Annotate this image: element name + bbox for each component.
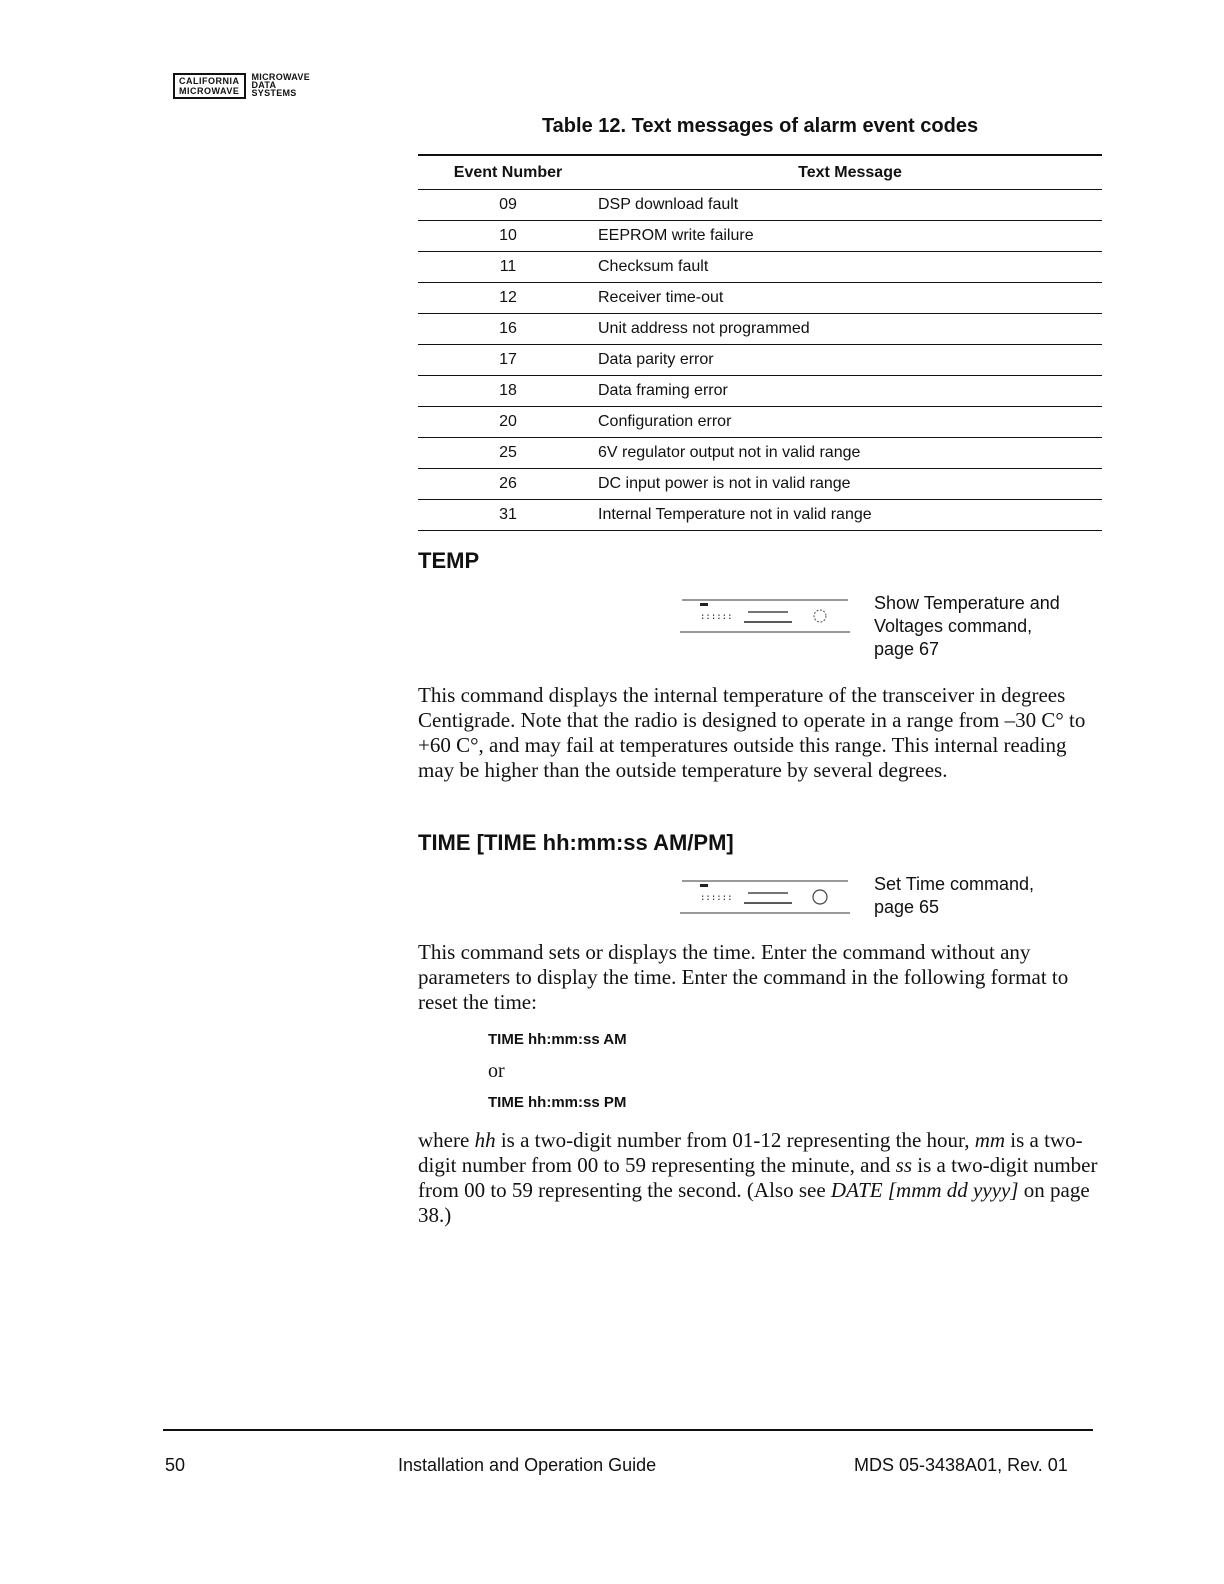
temp-cross-reference bbox=[680, 592, 1100, 661]
table-row bbox=[418, 314, 1102, 345]
company-logo bbox=[173, 73, 310, 99]
event-number: 10 bbox=[418, 221, 598, 252]
ss-term: ss bbox=[895, 1153, 913, 1177]
time-cross-reference bbox=[680, 873, 1100, 919]
alarm-codes-table bbox=[418, 154, 1102, 531]
event-number: 12 bbox=[418, 283, 598, 314]
mm-term: mm bbox=[974, 1128, 1006, 1152]
table-row bbox=[418, 252, 1102, 283]
event-number: 11 bbox=[418, 252, 598, 283]
event-message: Internal Temperature not in valid range bbox=[598, 500, 1102, 531]
event-message: DSP download fault bbox=[598, 190, 1102, 221]
event-number: 20 bbox=[418, 407, 598, 438]
table-row bbox=[418, 345, 1102, 376]
time-xref-line2: page 65 bbox=[874, 897, 940, 917]
temp-xref-line2: Voltages command, bbox=[874, 616, 1033, 636]
event-message: Receiver time-out bbox=[598, 283, 1102, 314]
logo-right-line1: MICROWAVE bbox=[251, 72, 311, 82]
svg-text:::::::: :::::: bbox=[700, 893, 733, 903]
time-heading: TIME [TIME hh:mm:ss AM/PM] bbox=[418, 830, 734, 855]
event-message: Data parity error bbox=[598, 345, 1102, 376]
temp-xref-line1: Show Temperature and bbox=[874, 593, 1060, 613]
column-header-event-number: Event Number bbox=[418, 155, 598, 190]
where-text-3: is a two-digit number from 00 to 59 representing the minute, and bbox=[418, 1128, 1083, 1177]
logo-wordmark bbox=[252, 73, 311, 97]
transceiver-panel-icon bbox=[680, 592, 850, 636]
logo-right-line3: SYSTEMS bbox=[251, 88, 297, 98]
table-row bbox=[418, 500, 1102, 531]
where-text-4: is a two-digit number from 00 to 59 representing the second. (Also see bbox=[418, 1153, 1098, 1202]
event-message: Configuration error bbox=[598, 407, 1102, 438]
table-row bbox=[418, 190, 1102, 221]
temp-heading: TEMP bbox=[418, 548, 480, 573]
hh-term: hh bbox=[474, 1128, 496, 1152]
table-row bbox=[418, 376, 1102, 407]
table-row bbox=[418, 438, 1102, 469]
event-number: 16 bbox=[418, 314, 598, 345]
date-command-reference: DATE [mmm dd yyyy] bbox=[830, 1178, 1019, 1202]
or-text: or bbox=[488, 1060, 505, 1082]
table-row bbox=[418, 221, 1102, 252]
where-text-1: where bbox=[418, 1128, 475, 1152]
event-message: EEPROM write failure bbox=[598, 221, 1102, 252]
logo-box-line2: MICROWAVE bbox=[179, 86, 240, 96]
temp-xref-line3: page 67 bbox=[874, 639, 940, 659]
footer-rule bbox=[163, 1429, 1093, 1431]
table-row bbox=[418, 469, 1102, 500]
page-number: 50 bbox=[165, 1455, 186, 1475]
table-row bbox=[418, 283, 1102, 314]
where-text-5: on page 38.) bbox=[418, 1178, 1090, 1227]
event-number: 31 bbox=[418, 500, 598, 531]
time-syntax-pm: TIME hh:mm:ss PM bbox=[488, 1094, 627, 1111]
footer-document-number: MDS 05-3438A01, Rev. 01 bbox=[854, 1455, 1068, 1475]
event-message: Unit address not programmed bbox=[598, 314, 1102, 345]
event-number: 09 bbox=[418, 190, 598, 221]
column-header-text-message: Text Message bbox=[598, 155, 1102, 190]
table-row bbox=[418, 407, 1102, 438]
event-number: 17 bbox=[418, 345, 598, 376]
time-where-paragraph bbox=[418, 1128, 1102, 1228]
where-text-2: is a two-digit number from 01-12 representing the hour, bbox=[495, 1128, 975, 1152]
temp-paragraph: This command displays the internal temperature of the transceiver in degrees Centigrade. Note that the radio is designed to operate in a range from –30 C° to +60 C°, and may fail at temperatures outside this range. This internal reading may be higher than the outside temperature by several degrees. bbox=[418, 683, 1086, 782]
event-message: Data framing error bbox=[598, 376, 1102, 407]
logo-box bbox=[173, 73, 246, 99]
event-number: 25 bbox=[418, 438, 598, 469]
time-xref-line1: Set Time command, bbox=[874, 874, 1035, 894]
event-message: DC input power is not in valid range bbox=[598, 469, 1102, 500]
logo-box-line1: CALIFORNIA bbox=[179, 76, 240, 86]
table-header-row bbox=[418, 155, 1102, 190]
svg-text:::::::: :::::: bbox=[700, 612, 733, 622]
footer-guide-title: Installation and Operation Guide bbox=[398, 1455, 657, 1475]
logo-right-line2: DATA bbox=[251, 80, 277, 90]
event-message: 6V regulator output not in valid range bbox=[598, 438, 1102, 469]
event-message: Checksum fault bbox=[598, 252, 1102, 283]
event-number: 18 bbox=[418, 376, 598, 407]
table-title: Table 12. Text messages of alarm event codes bbox=[541, 115, 979, 137]
event-number: 26 bbox=[418, 469, 598, 500]
time-syntax-am: TIME hh:mm:ss AM bbox=[488, 1031, 627, 1048]
time-paragraph: This command sets or displays the time. Enter the command without any parameters to display the time. Enter the command in the following format to reset the time: bbox=[418, 940, 1069, 1014]
transceiver-panel-icon bbox=[680, 873, 850, 917]
